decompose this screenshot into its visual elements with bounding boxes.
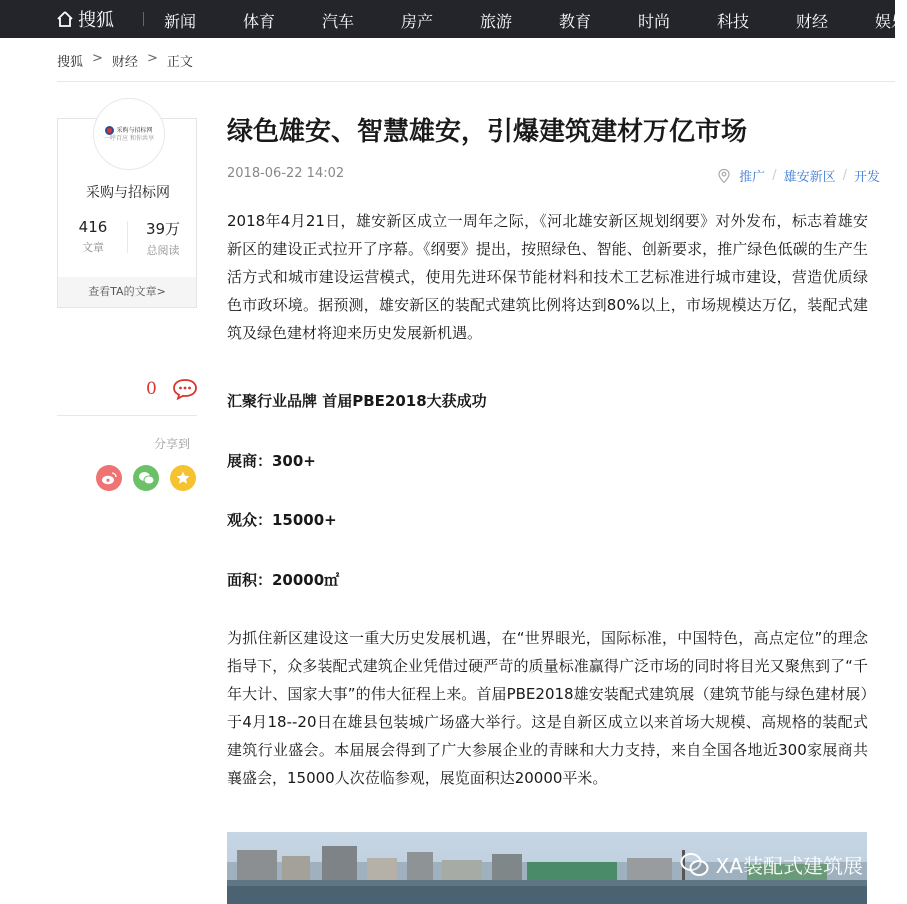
sidebar-divider (57, 415, 197, 416)
avatar-mark-icon (105, 126, 114, 135)
brand-name: 搜狐 (78, 10, 114, 31)
article-tags (716, 166, 880, 185)
nav-item-sports[interactable]: 体育 (243, 12, 276, 31)
tag-promotion[interactable]: 推广 (739, 170, 766, 185)
avatar-logo (104, 126, 154, 143)
nav-item-news[interactable]: 新闻 (164, 12, 197, 31)
comment-icon[interactable] (172, 378, 198, 400)
avatar-slogan: 一呼百应 和你共享 (104, 134, 154, 142)
breadcrumb-finance[interactable]: 财经 (111, 55, 138, 70)
avatar[interactable] (93, 98, 165, 170)
wechat-share-icon[interactable] (133, 465, 159, 491)
author-card (57, 118, 197, 308)
tag-separator: / (772, 168, 777, 183)
sohu-logo[interactable] (56, 6, 114, 32)
articles-label: 文章 (82, 241, 104, 254)
qzone-share-icon[interactable] (170, 465, 196, 491)
nav-item-education[interactable]: 教育 (559, 12, 592, 31)
nav-item-tech[interactable]: 科技 (717, 12, 750, 31)
nav-item-fashion[interactable]: 时尚 (638, 12, 671, 31)
nav-item-auto[interactable]: 汽车 (322, 12, 355, 31)
avatar-text: 采购与招标网 (116, 126, 153, 134)
author-name[interactable]: 采购与招标网 (86, 185, 170, 201)
reads-count: 39万 (145, 220, 181, 238)
breadcrumb (57, 51, 193, 70)
watermark (680, 850, 863, 879)
area-stat: 面积：20000㎡ (227, 571, 340, 589)
article-title: 绿色雄安、智慧雄安，引爆建筑建材万亿市场 (227, 117, 748, 147)
breadcrumb-separator: > (146, 51, 158, 66)
nav-item-finance[interactable]: 财经 (796, 12, 829, 31)
top-nav (0, 0, 907, 38)
visitors-stat: 观众：15000+ (227, 511, 337, 529)
nav-item-house[interactable]: 房产 (401, 12, 434, 31)
share-label: 分享到 (154, 437, 191, 451)
tag-icon (716, 168, 732, 184)
weibo-share-icon[interactable] (96, 465, 122, 491)
nav-item-travel[interactable]: 旅游 (480, 12, 513, 31)
comment-count[interactable]: 0 (146, 379, 157, 399)
tag-development[interactable]: 开发 (853, 170, 880, 185)
home-icon (56, 10, 74, 28)
tag-separator: / (842, 168, 847, 183)
wechat-watermark-icon (680, 852, 710, 878)
header-divider (57, 81, 895, 82)
breadcrumb-separator: > (92, 51, 103, 66)
reads-stat (128, 218, 198, 258)
reads-label: 总阅读 (146, 244, 180, 257)
section-heading: 汇聚行业品牌 首届PBE2018大获成功 (227, 392, 487, 410)
articles-count: 416 (78, 218, 108, 236)
article-paragraph-2: 为抓住新区建设这一重大历史发展机遇，在“世界眼光，国际标准，中国特色，高点定位”的理念指导下，众多装配式建筑企业凭借过硬严苛的质量标准赢得广泛市场的同时将目光又聚焦到了“千年大计、国家大事”的伟大征程上来。首届PBE2018雄安装配式建筑展（建筑节能与绿色建材展）于4月18--20日在雄县包装城广场盛大举行。这是自新区成立以来首场大规模、高规格的装配式建筑行业盛会。本届展会得到了广大参展企业的青睐和大力支持，来自全国各地近300家展商共襄盛会，15000人次莅临参观，展览面积达20000平米。 (227, 629, 868, 787)
watermark-text: XA装配式建筑展 (715, 854, 863, 878)
articles-stat (58, 218, 128, 255)
publish-date: 2018-06-22 14:02 (227, 166, 345, 181)
article-image (227, 832, 867, 904)
breadcrumb-current: 正文 (166, 55, 193, 70)
article-paragraph-1: 2018年4月21日，雄安新区成立一周年之际，《河北雄安新区规划纲要》对外发布，标志着雄安新区的建设正式拉开了序幕。《纲要》提出，按照绿色、智能、创新要求，推广绿色低碳的生产生活方式和城市建设运营模式，使用先进环保节能材料和技术工艺标准进行城市建设，营造优质绿色市政环境。据预测，雄安新区的装配式建筑比例将达到80%以上，市场规模达万亿，装配式建筑及绿色建材将迎来历史发展新机遇。 (227, 212, 868, 342)
tag-xiongan[interactable]: 雄安新区 (783, 170, 836, 185)
breadcrumb-home[interactable]: 搜狐 (57, 55, 84, 70)
view-articles-link[interactable]: 查看TA的文章> (58, 277, 196, 307)
nav-item-entertainment[interactable]: 娱乐 (875, 12, 907, 31)
exhibitors-stat: 展商：300+ (227, 452, 316, 470)
nav-divider (143, 12, 144, 26)
